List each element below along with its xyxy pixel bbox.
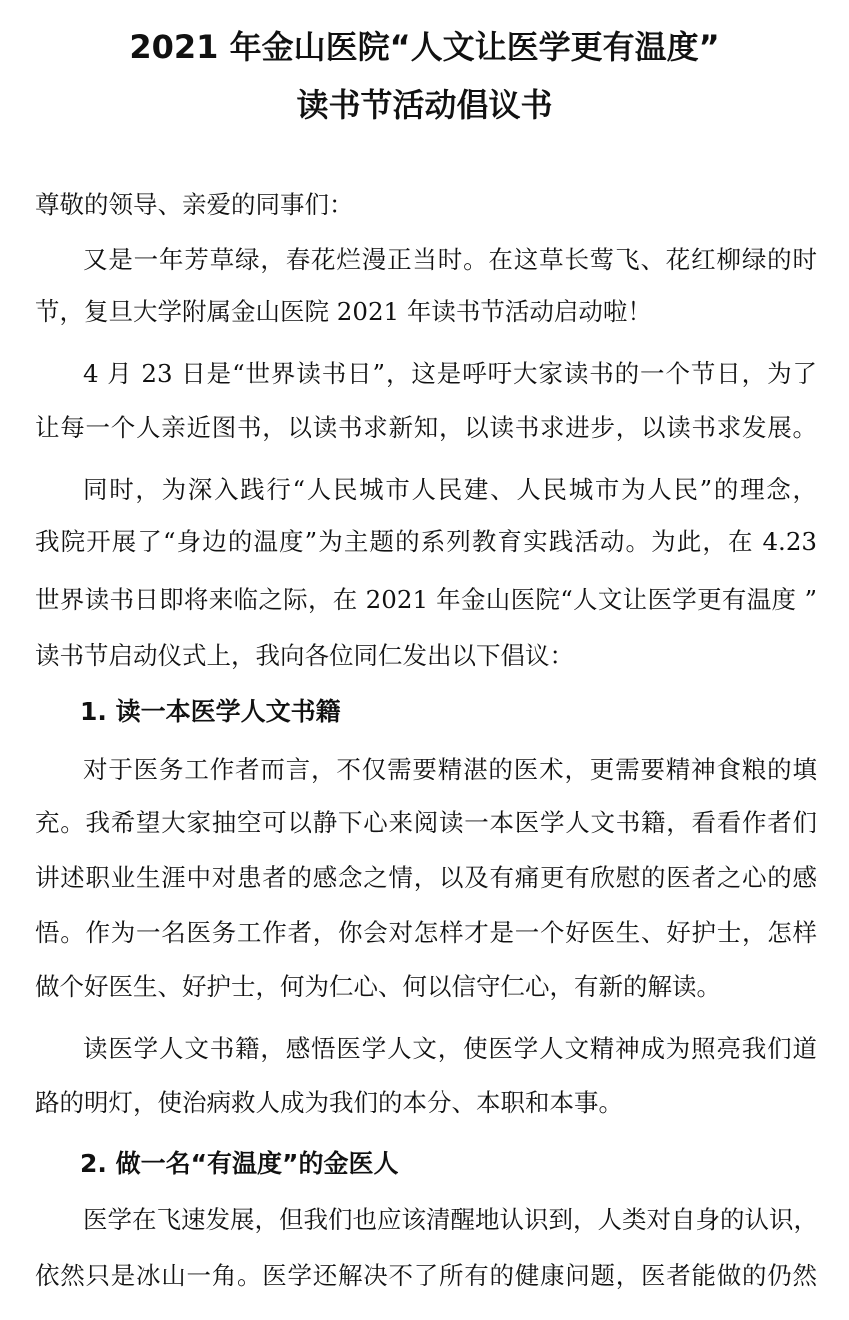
paragraph-line: 充。我希望大家抽空可以静下心来阅读一本医学人文书籍，看看作者们 — [35, 808, 817, 837]
section-heading: 2. 做一名“有温度”的金医人 — [80, 1149, 399, 1178]
paragraph-line: 依然只是冰山一角。医学还解决不了所有的健康问题，医者能做的仍然 — [35, 1261, 817, 1290]
paragraph-line: 悟。作为一名医务工作者，你会对怎样才是一个好医生、好护士，怎样 — [35, 918, 817, 947]
paragraph-line: 又是一年芳草绿，春花烂漫正当时。在这草长莺飞、花红柳绿的时 — [83, 245, 817, 274]
paragraph-line: 让每一个人亲近图书，以读书求新知，以读书求进步，以读书求发展。 — [35, 413, 817, 442]
paragraph-line: 读书节启动仪式上，我向各位同仁发出以下倡议： — [35, 641, 574, 670]
greeting: 尊敬的领导、亲爱的同事们： — [35, 190, 354, 219]
paragraph-line: 医学在飞速发展，但我们也应该清醒地认识到，人类对自身的认识， — [83, 1205, 818, 1234]
paragraph-line: 路的明灯，使治病救人成为我们的本分、本职和本事。 — [35, 1088, 623, 1117]
section-heading: 1. 读一本医学人文书籍 — [80, 697, 341, 726]
paragraph-line: 讲述职业生涯中对患者的感念之情，以及有痛更有欣慰的医者之心的感 — [35, 863, 817, 892]
paragraph-line: 4 月 23 日是“世界读书日”，这是呼吁大家读书的一个节日，为了 — [83, 359, 817, 388]
document-title: 2021 年金山医院“人文让医学更有温度” — [129, 28, 720, 66]
paragraph-line: 做个好医生、好护士，何为仁心、何以信守仁心，有新的解读。 — [35, 972, 721, 1001]
paragraph-line: 读医学人文书籍，感悟医学人文，使医学人文精神成为照亮我们道 — [83, 1034, 817, 1063]
paragraph-line: 节，复旦大学附属金山医院 2021 年读书节活动启动啦！ — [35, 297, 652, 326]
document-subtitle: 读书节活动倡议书 — [296, 86, 553, 124]
paragraph-line: 我院开展了“身边的温度”为主题的系列教育实践活动。为此，在 4.23 — [35, 527, 817, 556]
paragraph-line: 对于医务工作者而言，不仅需要精湛的医术，更需要精神食粮的填 — [83, 755, 817, 784]
paragraph-line: 同时，为深入践行“人民城市人民建、人民城市为人民”的理念， — [83, 475, 817, 504]
paragraph-line: 世界读书日即将来临之际，在 2021 年金山医院“人文让医学更有温度 ” — [35, 585, 817, 614]
